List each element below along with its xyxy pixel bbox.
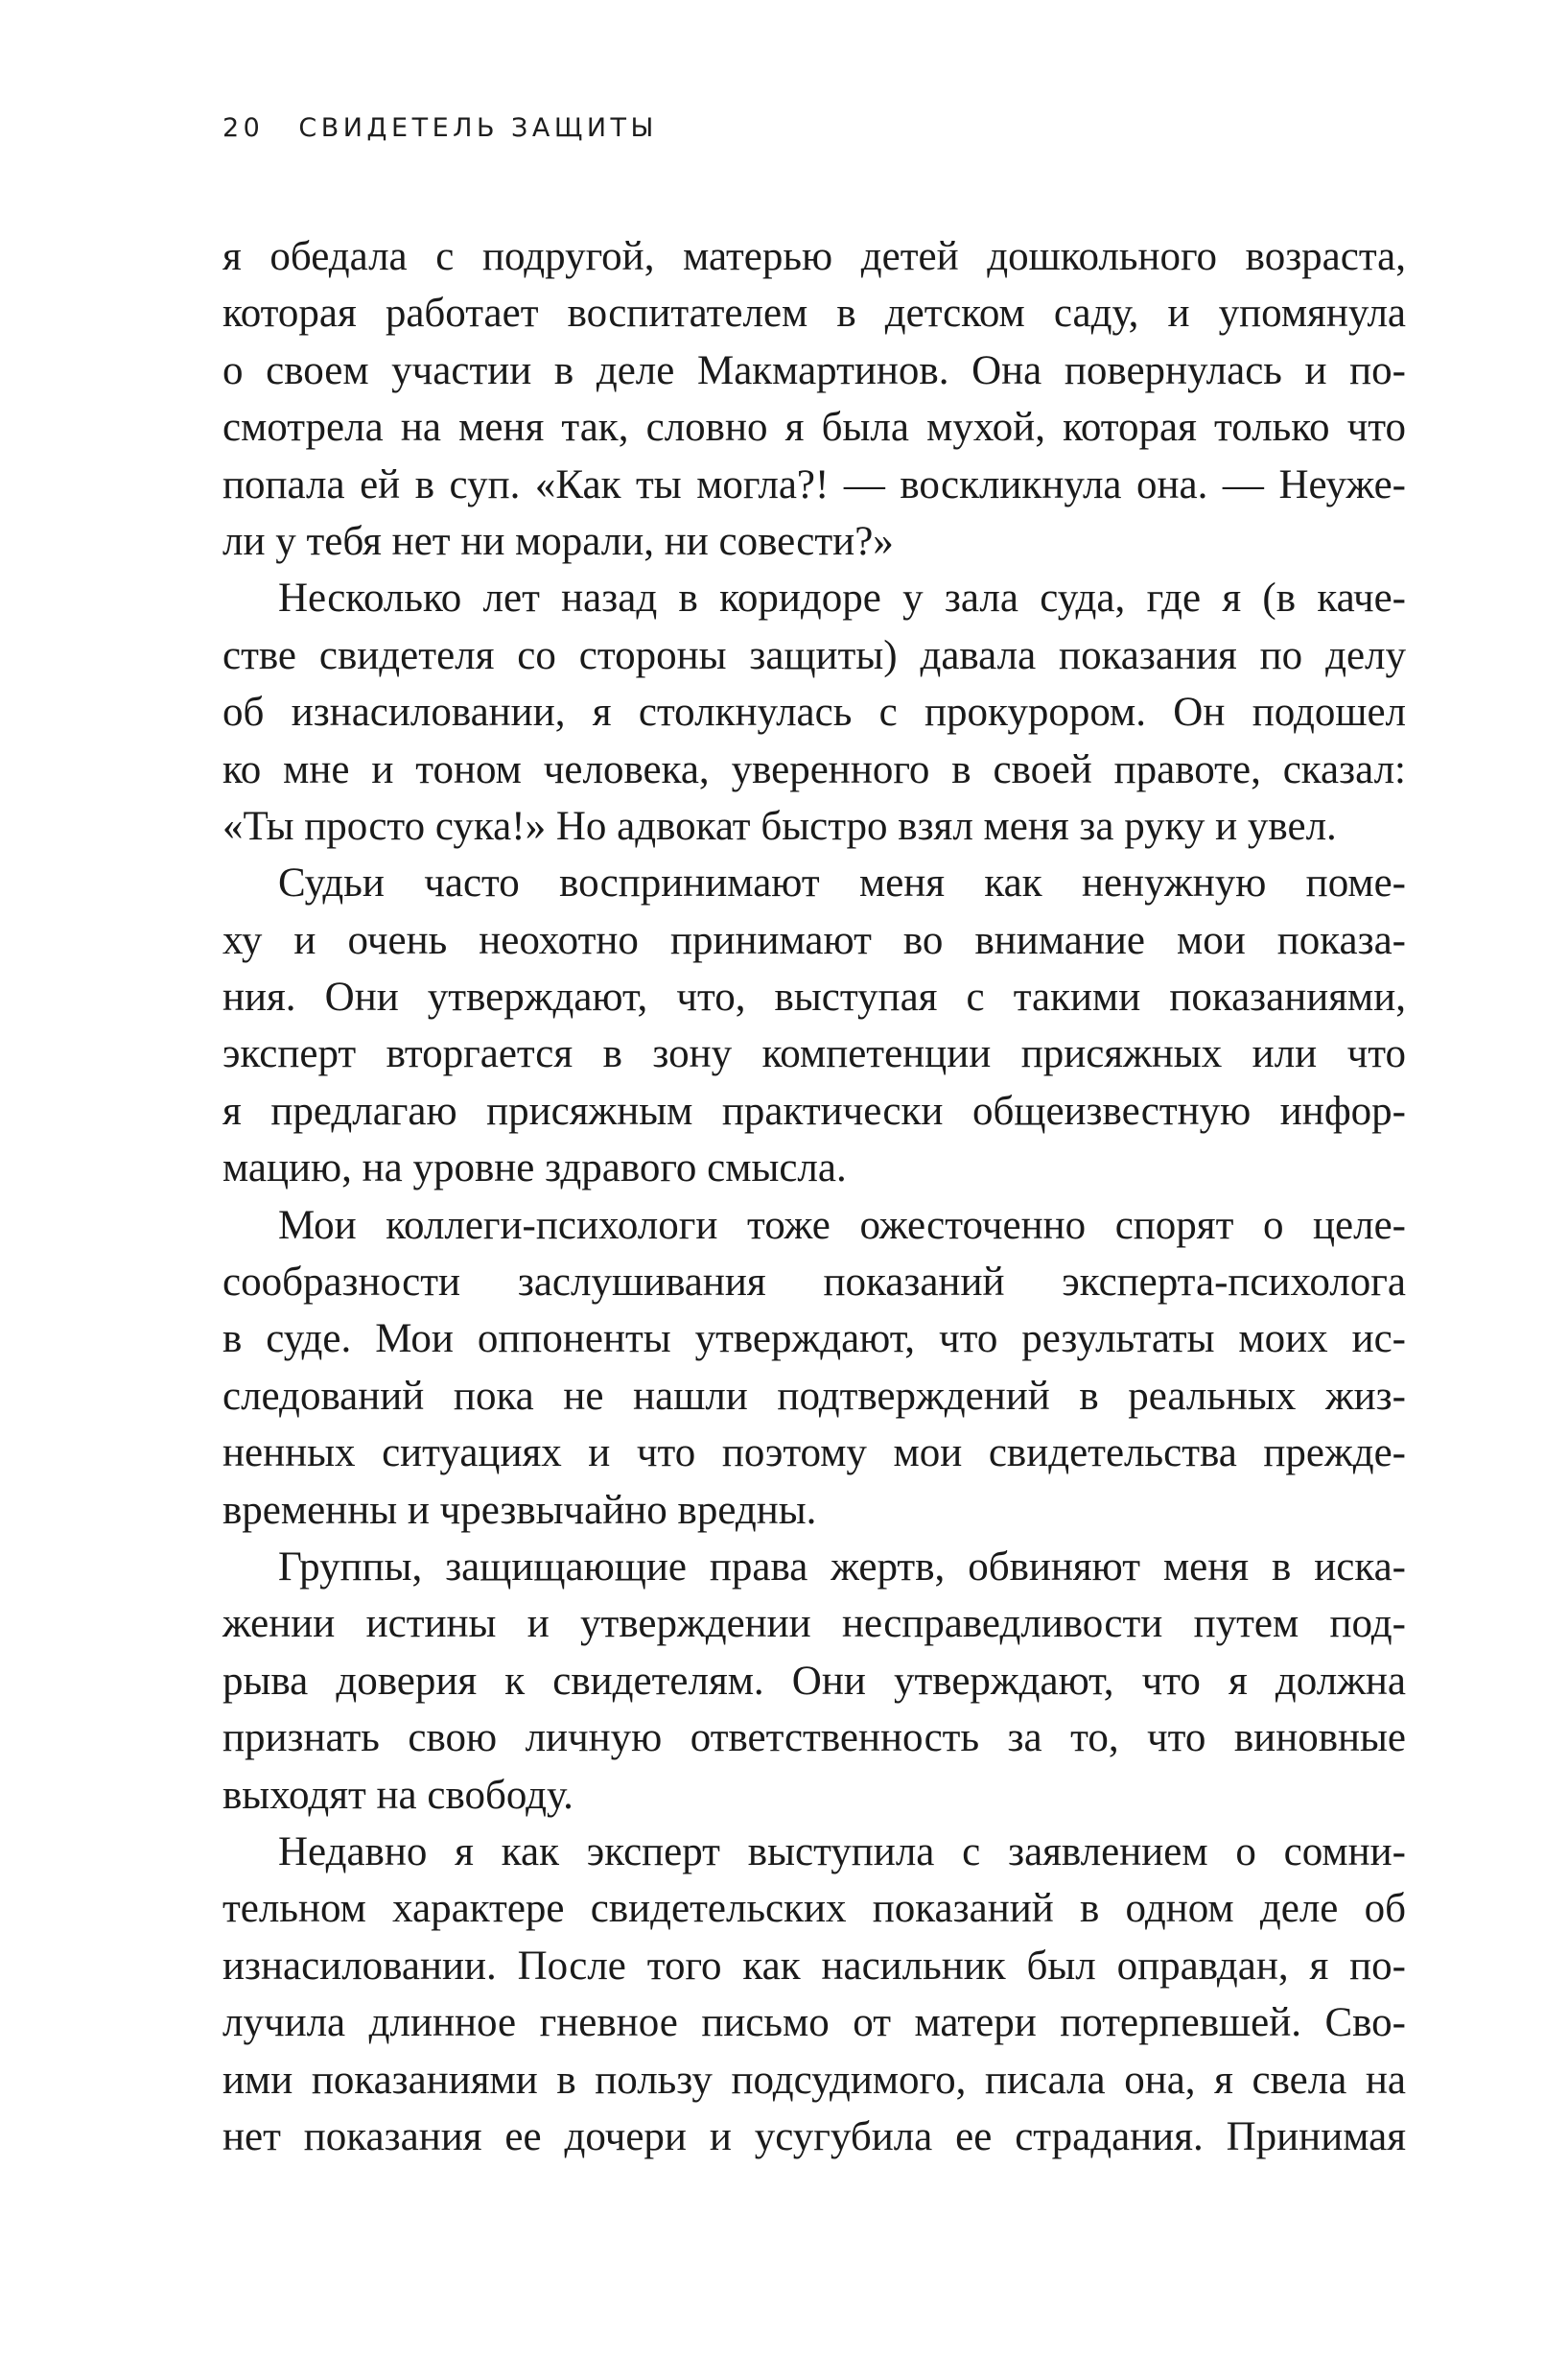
text-line: об изнасиловании, я столкнулась с прокурором. Он подошел xyxy=(222,690,1406,736)
text-line: смотрела на меня так, словно я была мухой, которая только что xyxy=(222,405,1406,451)
paragraph xyxy=(222,570,1406,855)
text-line: я предлагаю присяжным практически общеизвестную инфор- xyxy=(222,1088,1406,1134)
text-line: рыва доверия к свидетелям. Они утверждают, что я должна xyxy=(222,1658,1406,1704)
text-line: следований пока не нашли подтверждений в реальных жиз- xyxy=(222,1373,1406,1419)
text-line: тельном характере свидетельских показаний в одном деле об xyxy=(222,1886,1406,1932)
text-line: мацию, на уровне здравого смысла. xyxy=(222,1145,847,1191)
text-line: попала ей в суп. «Как ты могла?! — воскликнула она. — Неуже- xyxy=(222,461,1406,507)
text-line: ими показаниями в пользу подсудимого, писала она, я свела на xyxy=(222,2057,1406,2103)
text-line: в суде. Мои оппоненты утверждают, что результаты моих ис- xyxy=(222,1316,1406,1362)
text-line: эксперт вторгается в зону компетенции присяжных или что xyxy=(222,1031,1406,1077)
text-line: о своем участии в деле Макмартинов. Она повернулась и по- xyxy=(222,347,1406,393)
text-line: Группы, защищающие права жертв, обвиняют меня в иска- xyxy=(278,1543,1406,1590)
page-number: 20 xyxy=(222,113,265,143)
text-line: Судьи часто воспринимают меня как ненужную поме- xyxy=(278,860,1406,907)
text-line: сообразности заслушивания показаний эксперта-психолога xyxy=(222,1260,1406,1306)
text-line: ко мне и тоном человека, уверенного в своей правоте, сказал: xyxy=(222,746,1406,792)
text-line: Мои коллеги-психологи тоже ожесточенно спорят о целе- xyxy=(278,1202,1406,1248)
text-line: изнасиловании. После того как насильник был оправдан, я по- xyxy=(222,1943,1406,1989)
paragraph xyxy=(222,228,1406,570)
text-line: лучила длинное гневное письмо от матери потерпевшей. Сво- xyxy=(222,2000,1406,2046)
paragraph xyxy=(222,1824,1406,2165)
text-line: стве свидетеля со стороны защиты) давала показания по делу xyxy=(222,632,1406,678)
text-line: Несколько лет назад в коридоре у зала суда, где я (в каче- xyxy=(278,576,1406,622)
text-line: «Ты просто сука!» Но адвокат быстро взял меня за руку и увел. xyxy=(222,803,1337,849)
running-head-title: СВИДЕТЕЛЬ ЗАЩИТЫ xyxy=(298,113,658,143)
text-line: выходят на свободу. xyxy=(222,1772,573,1818)
text-line: ли у тебя нет ни морали, ни совести?» xyxy=(222,518,894,564)
text-line: ху и очень неохотно принимают во внимание мои показа- xyxy=(222,917,1406,963)
text-line: жении истины и утверждении несправедливости путем под- xyxy=(222,1601,1406,1647)
body-text xyxy=(222,228,1406,2165)
text-line: признать свою личную ответственность за то, что виновные xyxy=(222,1715,1406,1761)
paragraph xyxy=(222,1197,1406,1539)
text-line: ния. Они утверждают, что, выступая с такими показаниями, xyxy=(222,975,1406,1021)
paragraph xyxy=(222,1539,1406,1824)
text-line: Недавно я как эксперт выступила с заявлением о сомни- xyxy=(278,1828,1406,1874)
text-line: я обедала с подругой, матерью детей дошкольного возраста, xyxy=(222,234,1406,279)
paragraph xyxy=(222,855,1406,1196)
text-line: нет показания ее дочери и усугубила ее страдания. Принимая xyxy=(222,2113,1406,2159)
text-line: временны и чрезвычайно вредны. xyxy=(222,1487,817,1533)
running-head xyxy=(222,113,658,143)
text-line: ненных ситуациях и что поэтому мои свидетельства прежде- xyxy=(222,1430,1406,1476)
text-line: которая работает воспитателем в детском саду, и упомянула xyxy=(222,291,1406,337)
